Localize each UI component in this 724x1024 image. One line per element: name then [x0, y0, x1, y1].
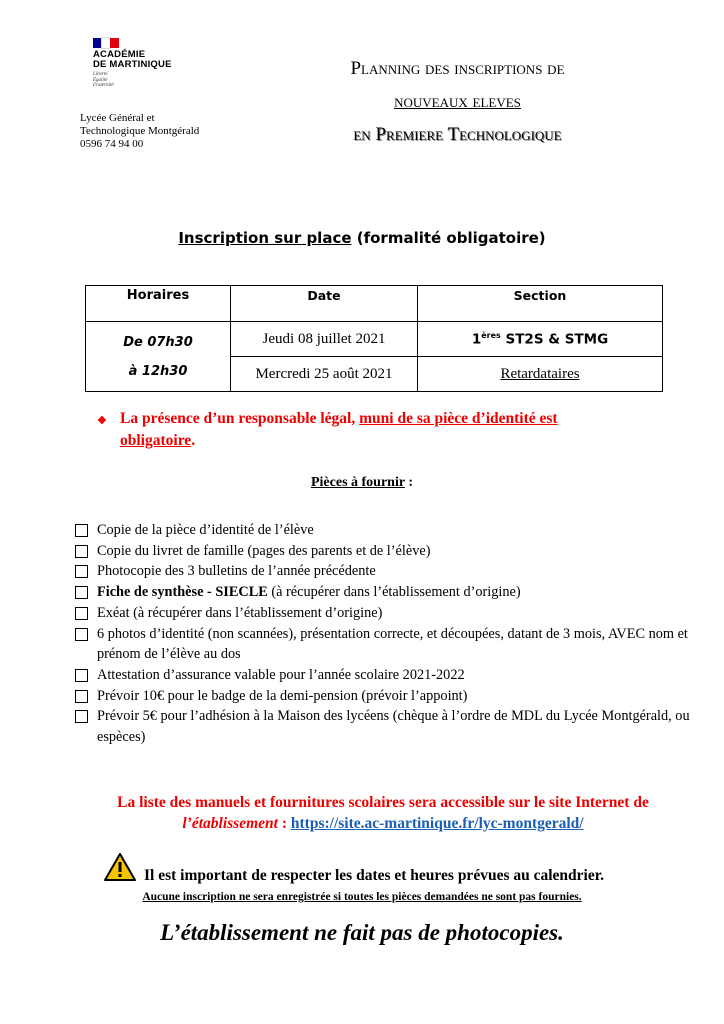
checkbox[interactable]	[75, 607, 88, 620]
list-item	[75, 582, 695, 603]
school-info	[80, 112, 199, 151]
warning-icon	[104, 852, 136, 882]
school-website-link[interactable]: https://site.ac-martinique.fr/lyc-montgerald/	[290, 815, 584, 832]
section-number: 1	[471, 331, 482, 348]
table-row	[86, 322, 663, 357]
list-item	[75, 624, 695, 665]
section-cell	[418, 322, 663, 357]
date-cell: Mercredi 25 août 2021	[231, 357, 418, 392]
school-phone: 0596 74 94 00	[80, 138, 144, 150]
list-item	[75, 603, 695, 624]
checkbox[interactable]	[75, 524, 88, 537]
motto-fraternite: Fraternité	[93, 83, 114, 88]
republic-motto	[93, 72, 114, 89]
header-horaires: Horaires	[86, 286, 231, 322]
item-text: Prévoir 5€ pour l’adhésion à la Maison des lycéens (chèque à l’ordre de MDL du Lycée Montgérald, ou espèces)	[97, 708, 690, 746]
schedule-table	[85, 285, 663, 392]
title-line3-prefix: en	[353, 124, 376, 145]
no-photocopies-notice: L’établissement ne fait pas de photocopies.	[160, 920, 564, 945]
notice-part1: La présence d’un responsable légal,	[120, 410, 360, 427]
item-text: (à récupérer dans l’établissement d’origine)	[267, 584, 521, 601]
motto-liberte: Liberté	[93, 72, 108, 77]
registration-heading-underlined: Inscription sur place	[178, 229, 352, 247]
dates-warning: Il est important de respecter les dates et heures prévues au calendrier.	[144, 867, 605, 884]
item-text: Prévoir 10€ pour le badge de la demi-pension (prévoir l’appoint)	[97, 687, 468, 704]
title-line2: nouveaux eleves	[394, 91, 521, 112]
registration-heading-rest: (formalité obligatoire)	[351, 229, 546, 247]
checkbox[interactable]	[75, 628, 88, 641]
item-text: Exéat (à récupérer dans l’établissement d’origine)	[97, 604, 383, 621]
supplies-colon: :	[277, 815, 291, 832]
checkbox[interactable]	[75, 710, 88, 723]
section-superscript: ères	[481, 330, 501, 340]
list-item	[75, 561, 695, 582]
academy-logo-text	[93, 50, 172, 70]
list-item	[75, 665, 695, 686]
list-item	[75, 686, 695, 707]
school-name-line2: Technologique Montgérald	[80, 125, 200, 137]
checkbox[interactable]	[75, 545, 88, 558]
checkbox[interactable]	[75, 565, 88, 578]
item-text: Attestation d’assurance valable pour l’année scolaire 2021-2022	[97, 666, 465, 683]
documents-heading-label: Pièces à fournir	[310, 475, 405, 490]
page-title	[265, 52, 650, 151]
hours-end: à 12h30	[128, 363, 188, 379]
checkbox[interactable]	[75, 690, 88, 703]
list-item	[75, 706, 695, 747]
item-text: 6 photos d’identité (non scannées), présentation correcte, et découpées, datant de 3 mois, AVEC nom et prénom de l’élève au dos	[97, 625, 688, 663]
header-date: Date	[231, 286, 418, 322]
incomplete-file-warning: Aucune inscription ne sera enregistrée si toutes les pièces demandées ne sont pas fournies.	[142, 891, 582, 903]
supplies-list-notice	[88, 792, 678, 834]
legal-guardian-notice	[97, 408, 627, 452]
header-section: Section	[418, 286, 663, 322]
checkbox[interactable]	[75, 669, 88, 682]
item-text: Photocopie des 3 bulletins de l’année précédente	[97, 563, 376, 580]
diamond-bullet-icon: ❖	[97, 415, 107, 427]
academy-name-line2: DE MARTINIQUE	[93, 59, 172, 70]
item-text-bold: Fiche de synthèse - SIECLE	[97, 584, 268, 601]
item-text: Copie de la pièce d’identité de l’élève	[97, 522, 314, 538]
registration-heading	[0, 229, 724, 247]
date-cell: Jeudi 08 juillet 2021	[231, 322, 418, 357]
notice-part2: muni de sa pièce d’identité est obligatoire	[120, 410, 558, 449]
documents-heading-colon: :	[404, 475, 413, 490]
french-flag-logo	[93, 38, 119, 48]
supplies-text: La liste des manuels et fournitures scolaires sera accessible sur le site Internet de	[117, 794, 649, 811]
section-cell	[418, 357, 663, 392]
checkbox[interactable]	[75, 586, 88, 599]
section-latecomers: Retardataires	[500, 365, 580, 382]
supplies-text-italic: l’établissement	[182, 815, 278, 832]
school-name-line1: Lycée Général et	[80, 112, 155, 124]
documents-checklist	[75, 520, 695, 748]
motto-egalite: Égalité	[93, 77, 108, 83]
item-text: Copie du livret de famille (pages des parents et de l’élève)	[97, 542, 431, 559]
section-name: ST2S & STMG	[500, 331, 609, 348]
notice-part3: .	[191, 432, 196, 449]
table-header-row	[86, 286, 663, 322]
documents-heading	[0, 475, 724, 491]
hours-start: De 07h30	[123, 334, 193, 350]
title-line3-emph: Premiere Technologique	[375, 124, 562, 145]
list-item	[75, 541, 695, 562]
title-line1: Planning des inscriptions de	[350, 58, 565, 79]
list-item	[75, 520, 695, 541]
academy-name-line1: ACADÉMIE	[93, 49, 146, 60]
hours-cell	[86, 322, 231, 392]
